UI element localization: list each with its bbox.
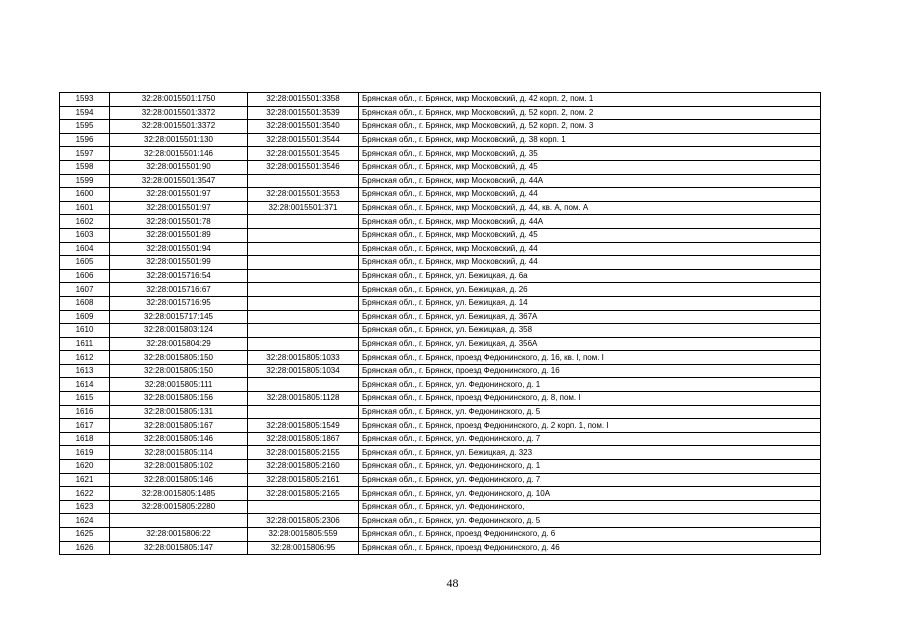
address-cell: Брянская обл., г. Брянск, проезд Федюнинского, д. 2 корп. 1, пом. I [359, 419, 821, 433]
address-cell: Брянская обл., г. Брянск, мкр Московский, д. 44А [359, 215, 821, 229]
table-row [60, 228, 821, 242]
parent-cadastral-number-cell: 32:28:0015804:29 [110, 337, 248, 351]
cadastral-number-cell: 32:28:0015805:1034 [248, 364, 359, 378]
row-number-cell: 1602 [60, 215, 110, 229]
row-number-cell: 1608 [60, 296, 110, 310]
row-number-cell: 1621 [60, 473, 110, 487]
cadastral-number-cell [248, 256, 359, 270]
cadastral-number-cell: 32:28:0015501:3546 [248, 160, 359, 174]
table-row [60, 296, 821, 310]
row-number-cell: 1607 [60, 283, 110, 297]
table-row [60, 242, 821, 256]
table-row [60, 364, 821, 378]
row-number-cell: 1623 [60, 500, 110, 514]
table-row [60, 460, 821, 474]
address-cell: Брянская обл., г. Брянск, мкр Московский, д. 44 [359, 188, 821, 202]
address-cell: Брянская обл., г. Брянск, проезд Федюнинского, д. 6 [359, 528, 821, 542]
parent-cadastral-number-cell: 32:28:0015501:99 [110, 256, 248, 270]
parent-cadastral-number-cell: 32:28:0015805:114 [110, 446, 248, 460]
parent-cadastral-number-cell: 32:28:0015501:3372 [110, 120, 248, 134]
table-row [60, 283, 821, 297]
row-number-cell: 1609 [60, 310, 110, 324]
parent-cadastral-number-cell: 32:28:0015805:150 [110, 351, 248, 365]
row-number-cell: 1624 [60, 514, 110, 528]
parent-cadastral-number-cell: 32:28:0015805:156 [110, 392, 248, 406]
cadastral-number-cell: 32:28:0015805:2161 [248, 473, 359, 487]
row-number-cell: 1600 [60, 188, 110, 202]
parent-cadastral-number-cell: 32:28:0015501:1750 [110, 93, 248, 107]
parent-cadastral-number-cell: 32:28:0015501:97 [110, 201, 248, 215]
row-number-cell: 1597 [60, 147, 110, 161]
parent-cadastral-number-cell: 32:28:0015501:97 [110, 188, 248, 202]
parent-cadastral-number-cell: 32:28:0015805:167 [110, 419, 248, 433]
cadastral-number-cell: 32:28:0015501:371 [248, 201, 359, 215]
cadastral-number-cell [248, 405, 359, 419]
address-cell: Брянская обл., г. Брянск, ул. Федюнинского, д. 5 [359, 514, 821, 528]
table-row [60, 473, 821, 487]
row-number-cell: 1606 [60, 269, 110, 283]
cadastral-number-cell: 32:28:0015805:1033 [248, 351, 359, 365]
page-number: 48 [446, 576, 459, 590]
table-row [60, 324, 821, 338]
address-cell: Брянская обл., г. Брянск, мкр Московский, д. 44А [359, 174, 821, 188]
row-number-cell: 1626 [60, 541, 110, 555]
parent-cadastral-number-cell: 32:28:0015501:3547 [110, 174, 248, 188]
row-number-cell: 1613 [60, 364, 110, 378]
parent-cadastral-number-cell: 32:28:0015805:1485 [110, 487, 248, 501]
row-number-cell: 1619 [60, 446, 110, 460]
parent-cadastral-number-cell: 32:28:0015501:130 [110, 133, 248, 147]
address-cell: Брянская обл., г. Брянск, мкр Московский, д. 44 [359, 242, 821, 256]
parent-cadastral-number-cell: 32:28:0015803:124 [110, 324, 248, 338]
row-number-cell: 1599 [60, 174, 110, 188]
table-row [60, 432, 821, 446]
row-number-cell: 1605 [60, 256, 110, 270]
table-row [60, 120, 821, 134]
cadastral-number-cell [248, 269, 359, 283]
table-row [60, 337, 821, 351]
row-number-cell: 1593 [60, 93, 110, 107]
row-number-cell: 1611 [60, 337, 110, 351]
cadastral-number-cell: 32:28:0015501:3544 [248, 133, 359, 147]
row-number-cell: 1617 [60, 419, 110, 433]
cadastral-number-cell: 32:28:0015501:3545 [248, 147, 359, 161]
table-row [60, 446, 821, 460]
parent-cadastral-number-cell: 32:28:0015805:146 [110, 473, 248, 487]
row-number-cell: 1622 [60, 487, 110, 501]
parent-cadastral-number-cell: 32:28:0015805:2280 [110, 500, 248, 514]
row-number-cell: 1615 [60, 392, 110, 406]
cadastral-number-cell: 32:28:0015501:3540 [248, 120, 359, 134]
address-cell: Брянская обл., г. Брянск, мкр Московский, д. 44 [359, 256, 821, 270]
cadastral-number-cell [248, 228, 359, 242]
cadastral-number-cell: 32:28:0015805:2155 [248, 446, 359, 460]
cadastral-number-cell [248, 242, 359, 256]
address-cell: Брянская обл., г. Брянск, ул. Бежицкая, д. 26 [359, 283, 821, 297]
table-row [60, 500, 821, 514]
address-cell: Брянская обл., г. Брянск, ул. Федюнинского, [359, 500, 821, 514]
address-cell: Брянская обл., г. Брянск, проезд Федюнинского, д. 16, кв. I, пом. I [359, 351, 821, 365]
address-cell: Брянская обл., г. Брянск, ул. Федюнинского, д. 10А [359, 487, 821, 501]
parent-cadastral-number-cell [110, 514, 248, 528]
row-number-cell: 1598 [60, 160, 110, 174]
cadastral-number-cell: 32:28:0015805:2160 [248, 460, 359, 474]
cadastral-number-cell [248, 500, 359, 514]
address-cell: Брянская обл., г. Брянск, мкр Московский, д. 35 [359, 147, 821, 161]
cadastral-number-cell [248, 283, 359, 297]
table-row [60, 201, 821, 215]
table-row [60, 487, 821, 501]
cadastral-number-cell [248, 337, 359, 351]
cadastral-number-cell: 32:28:0015805:2165 [248, 487, 359, 501]
cadastral-table-body [60, 93, 821, 555]
parent-cadastral-number-cell: 32:28:0015806:22 [110, 528, 248, 542]
cadastral-number-cell: 32:28:0015805:1128 [248, 392, 359, 406]
cadastral-number-cell: 32:28:0015805:1549 [248, 419, 359, 433]
table-row [60, 93, 821, 107]
table-row [60, 419, 821, 433]
parent-cadastral-number-cell: 32:28:0015805:102 [110, 460, 248, 474]
cadastral-number-cell [248, 310, 359, 324]
cadastral-number-cell: 32:28:0015501:3539 [248, 106, 359, 120]
row-number-cell: 1610 [60, 324, 110, 338]
parent-cadastral-number-cell: 32:28:0015501:94 [110, 242, 248, 256]
parent-cadastral-number-cell: 32:28:0015805:150 [110, 364, 248, 378]
address-cell: Брянская обл., г. Брянск, ул. Бежицкая, д. 14 [359, 296, 821, 310]
parent-cadastral-number-cell: 32:28:0015716:54 [110, 269, 248, 283]
row-number-cell: 1614 [60, 378, 110, 392]
row-number-cell: 1595 [60, 120, 110, 134]
table-row [60, 541, 821, 555]
cadastral-number-cell [248, 174, 359, 188]
table-row [60, 160, 821, 174]
parent-cadastral-number-cell: 32:28:0015805:146 [110, 432, 248, 446]
table-row [60, 378, 821, 392]
row-number-cell: 1596 [60, 133, 110, 147]
table-row [60, 392, 821, 406]
parent-cadastral-number-cell: 32:28:0015805:131 [110, 405, 248, 419]
address-cell: Брянская обл., г. Брянск, ул. Федюнинского, д. 5 [359, 405, 821, 419]
cadastral-number-cell: 32:28:0015805:559 [248, 528, 359, 542]
table-row [60, 405, 821, 419]
address-cell: Брянская обл., г. Брянск, проезд Федюнинского, д. 16 [359, 364, 821, 378]
row-number-cell: 1594 [60, 106, 110, 120]
row-number-cell: 1625 [60, 528, 110, 542]
address-cell: Брянская обл., г. Брянск, ул. Бежицкая, д. 356А [359, 337, 821, 351]
cadastral-number-cell [248, 324, 359, 338]
parent-cadastral-number-cell: 32:28:0015716:95 [110, 296, 248, 310]
cadastral-number-cell: 32:28:0015501:3553 [248, 188, 359, 202]
address-cell: Брянская обл., г. Брянск, мкр Московский, д. 38 корп. 1 [359, 133, 821, 147]
parent-cadastral-number-cell: 32:28:0015805:111 [110, 378, 248, 392]
parent-cadastral-number-cell: 32:28:0015501:90 [110, 160, 248, 174]
address-cell: Брянская обл., г. Брянск, ул. Федюнинского, д. 1 [359, 460, 821, 474]
parent-cadastral-number-cell: 32:28:0015501:78 [110, 215, 248, 229]
parent-cadastral-number-cell: 32:28:0015717:145 [110, 310, 248, 324]
address-cell: Брянская обл., г. Брянск, ул. Бежицкая, д. 367А [359, 310, 821, 324]
row-number-cell: 1604 [60, 242, 110, 256]
address-cell: Брянская обл., г. Брянск, мкр Московский, д. 45 [359, 228, 821, 242]
cadastral-number-cell [248, 296, 359, 310]
cadastral-number-cell: 32:28:0015806:95 [248, 541, 359, 555]
address-cell: Брянская обл., г. Брянск, ул. Бежицкая, д. 358 [359, 324, 821, 338]
address-cell: Брянская обл., г. Брянск, ул. Бежицкая, д. 323 [359, 446, 821, 460]
cadastral-number-cell: 32:28:0015501:3358 [248, 93, 359, 107]
parent-cadastral-number-cell: 32:28:0015805:147 [110, 541, 248, 555]
table-row [60, 256, 821, 270]
cadastral-number-cell: 32:28:0015805:2306 [248, 514, 359, 528]
table-row [60, 147, 821, 161]
table-row [60, 215, 821, 229]
cadastral-number-cell: 32:28:0015805:1867 [248, 432, 359, 446]
parent-cadastral-number-cell: 32:28:0015501:146 [110, 147, 248, 161]
table-row [60, 514, 821, 528]
table-row [60, 174, 821, 188]
address-cell: Брянская обл., г. Брянск, проезд Федюнинского, д. 8, пом. I [359, 392, 821, 406]
table-row [60, 188, 821, 202]
row-number-cell: 1603 [60, 228, 110, 242]
table-row [60, 310, 821, 324]
address-cell: Брянская обл., г. Брянск, мкр Московский, д. 45 [359, 160, 821, 174]
cadastral-table [59, 92, 821, 555]
address-cell: Брянская обл., г. Брянск, ул. Федюнинского, д. 7 [359, 473, 821, 487]
cadastral-number-cell [248, 378, 359, 392]
parent-cadastral-number-cell: 32:28:0015501:3372 [110, 106, 248, 120]
address-cell: Брянская обл., г. Брянск, мкр Московский, д. 52 корп. 2, пом. 3 [359, 120, 821, 134]
table-row [60, 528, 821, 542]
table-row [60, 133, 821, 147]
row-number-cell: 1601 [60, 201, 110, 215]
row-number-cell: 1616 [60, 405, 110, 419]
row-number-cell: 1620 [60, 460, 110, 474]
row-number-cell: 1612 [60, 351, 110, 365]
address-cell: Брянская обл., г. Брянск, ул. Бежицкая, д. 6а [359, 269, 821, 283]
parent-cadastral-number-cell: 32:28:0015501:89 [110, 228, 248, 242]
address-cell: Брянская обл., г. Брянск, ул. Федюнинского, д. 7 [359, 432, 821, 446]
address-cell: Брянская обл., г. Брянск, мкр Московский, д. 52 корп. 2, пом. 2 [359, 106, 821, 120]
table-row [60, 269, 821, 283]
address-cell: Брянская обл., г. Брянск, проезд Федюнинского, д. 46 [359, 541, 821, 555]
cadastral-number-cell [248, 215, 359, 229]
table-row [60, 106, 821, 120]
parent-cadastral-number-cell: 32:28:0015716:67 [110, 283, 248, 297]
address-cell: Брянская обл., г. Брянск, мкр Московский, д. 42 корп. 2, пом. 1 [359, 93, 821, 107]
address-cell: Брянская обл., г. Брянск, ул. Федюнинского, д. 1 [359, 378, 821, 392]
address-cell: Брянская обл., г. Брянск, мкр Московский, д. 44, кв. А, пом. А [359, 201, 821, 215]
table-row [60, 351, 821, 365]
row-number-cell: 1618 [60, 432, 110, 446]
